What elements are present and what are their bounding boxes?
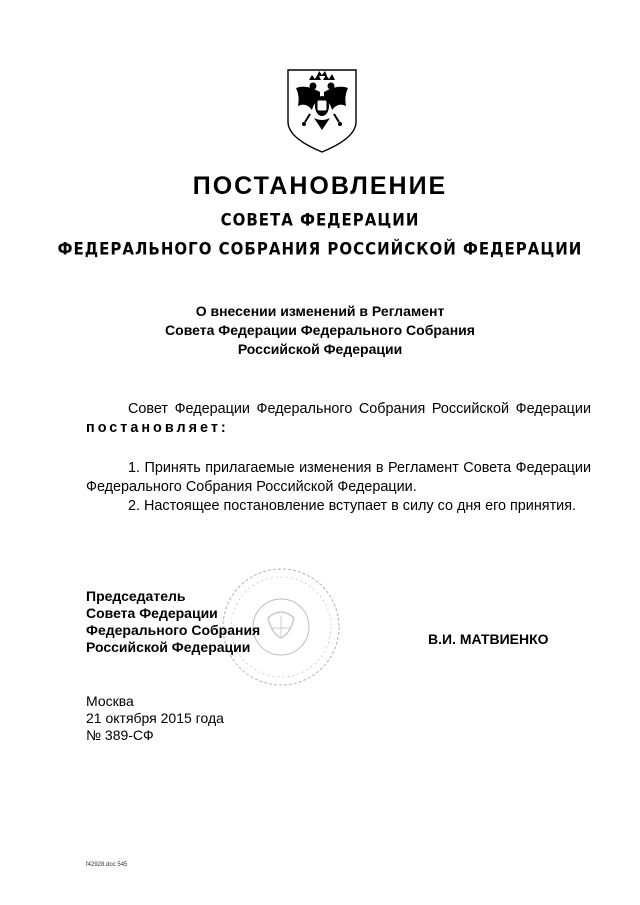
date: 21 октября 2015 года [86, 710, 224, 726]
subject-line: Совета Федерации Федерального Собрания [165, 322, 475, 338]
signatory-name: В.И. МАТВИЕНКО [428, 631, 549, 647]
preamble-text: Совет Федерации Федерального Собрания Российской Федерации [128, 401, 591, 417]
document-number: № 389-СФ [86, 727, 154, 743]
resolution-item-1: 1. Принять прилагаемые изменения в Регламент Совета Федерации Федерального Собрания Российской Федерации. [86, 460, 591, 495]
place-and-date [86, 693, 224, 744]
file-code: f42928.doc 545 [86, 862, 128, 868]
issuer-line-1: СОВЕТА ФЕДЕРАЦИИ [220, 209, 420, 231]
issuer-line-2: ФЕДЕРАЛЬНОГО СОБРАНИЯ РОССИЙСКОЙ ФЕДЕРАЦИИ [57, 238, 583, 260]
preamble-emphasis: постановляет: [86, 420, 229, 436]
subject-line: Российской Федерации [237, 341, 403, 357]
coat-of-arms-icon [284, 66, 360, 154]
subject-line: О внесении изменений в Регламент [195, 303, 445, 319]
resolution-items [86, 459, 591, 516]
position-line: Федерального Собрания [86, 622, 261, 638]
position-line: Председатель [86, 588, 186, 604]
position-line: Совета Федерации [86, 605, 218, 621]
resolution-subject [0, 302, 640, 359]
position-line: Российской Федерации [86, 639, 251, 655]
document-title: ПОСТАНОВЛЕНИЕ [192, 172, 448, 200]
preamble-paragraph [86, 400, 591, 438]
city: Москва [86, 693, 134, 709]
resolution-item-2: 2. Настоящее постановление вступает в силу со дня его принятия. [128, 498, 577, 514]
signatory-position [86, 588, 260, 656]
